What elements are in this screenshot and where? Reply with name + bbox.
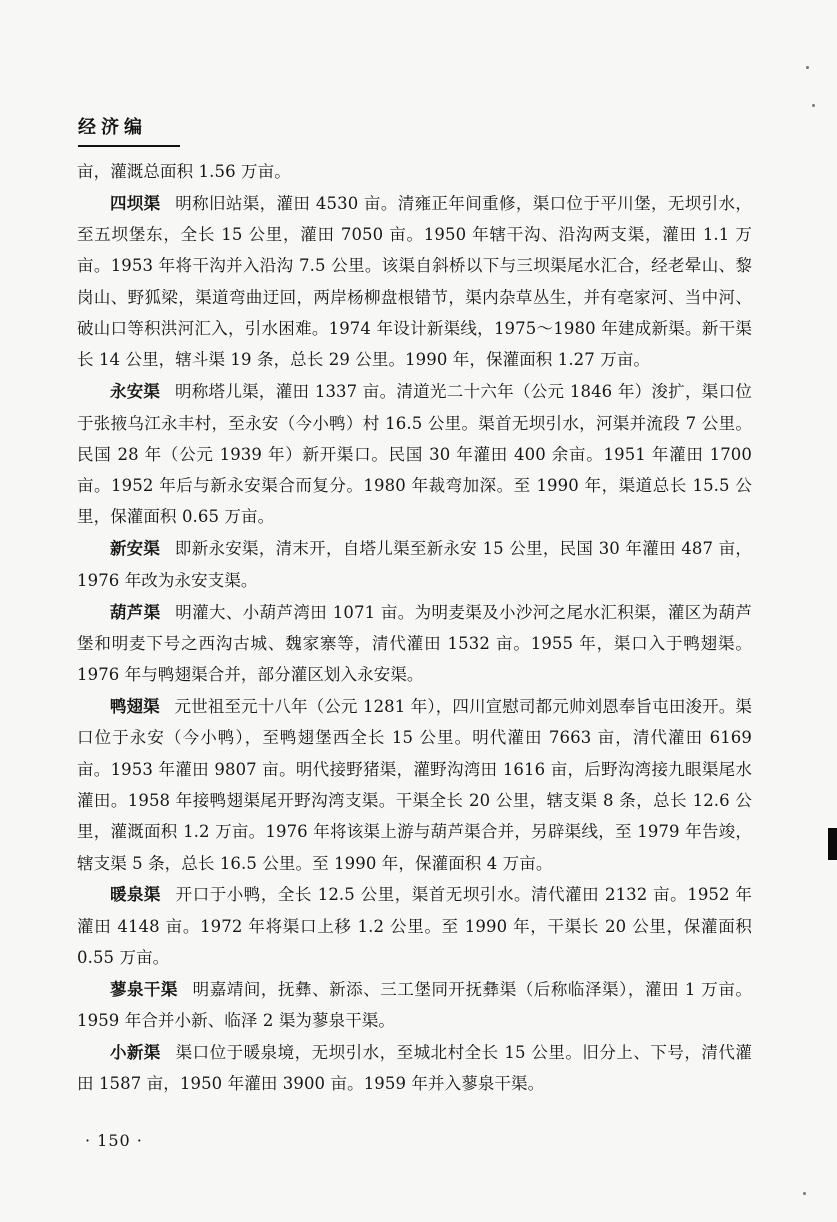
thumb-index-tab — [828, 828, 837, 860]
entry-text: 渠口位于暖泉境，无坝引水，至城北村全长 15 公里。旧分上、下号，清代灌田 1587 亩，1950 年灌田 3900 亩。1959 年并入蓼泉干渠。 — [77, 1043, 752, 1094]
entry-term: 暖泉渠 — [110, 885, 161, 905]
entry-text: 元世祖至元十八年（公元 1281 年），四川宣慰司都元帅刘恩奉旨屯田浚开。渠口位于永安（今小鸭），至鸭翅堡西全长 15 公里。明代灌田 7663 亩，清代灌田 6169 亩。1953 年灌田 9807 亩。明代接野猪渠，灌野沟湾田 1616 亩，后野沟湾接九眼渠尾水灌田。1958 年接鸭翅渠尾开野沟湾支渠。干渠全长 20 公里，辖支渠 8 条，总长 12.6 公里，灌溉面积 1.2 万亩。1976 年将该渠上游与葫芦渠合并，另辟渠线，至 1979 年告竣，辖支渠 5 条，总长 16.5 公里。至 1990 年，保灌面积 4 万亩。 — [77, 697, 753, 873]
entry-term: 永安渠 — [110, 382, 161, 402]
entry-xinanqu — [77, 533, 752, 596]
page-body — [77, 156, 752, 1100]
entry-term: 新安渠 — [110, 539, 161, 559]
entry-sibachu — [77, 188, 752, 376]
entry-text: 开口于小鸭，全长 12.5 公里，渠首无坝引水。清代灌田 2132 亩。1952 年灌田 4148 亩。1972 年将渠口上移 1.2 公里。至 1990 年，干渠长 20 公里，保灌面积 0.55 万亩。 — [77, 885, 752, 967]
scan-speck — [812, 104, 815, 107]
entry-text: 明嘉靖间，抚彝、新添、三工堡同开抚彝渠（后称临泽渠），灌田 1 万亩。1959 年合并小新、临泽 2 渠为蓼泉干渠。 — [77, 979, 752, 1031]
entry-huluqu — [77, 597, 752, 691]
entry-yonganqu — [77, 376, 752, 532]
paragraph-continuation — [77, 156, 752, 187]
section-header: 经济编 — [78, 113, 180, 147]
entry-term: 蓼泉干渠 — [110, 979, 178, 999]
entry-nuanquanqu — [77, 879, 752, 973]
paragraph-text: 亩，灌溉总面积 1.56 万亩。 — [77, 162, 291, 181]
entry-text: 即新永安渠，清末开，自塔儿渠至新永安 15 公里，民国 30 年灌田 487 亩，1976 年改为永安支渠。 — [77, 539, 753, 590]
entry-term: 四坝渠 — [110, 193, 161, 213]
scan-speck — [806, 66, 809, 69]
scan-speck — [803, 1192, 806, 1195]
entry-term: 鸭翅渠 — [110, 697, 160, 717]
page-number: · 150 · — [85, 1131, 143, 1150]
entry-liaoquanganqu — [77, 974, 752, 1037]
entry-text: 明灌大、小葫芦湾田 1071 亩。为明麦渠及小沙河之尾水汇积渠，灌区为葫芦堡和明麦下号之西沟古城、魏家寨等，清代灌田 1532 亩。1955 年，渠口入于鸭翅渠。1976 年与鸭翅渠合并，部分灌区划入永安渠。 — [77, 602, 752, 685]
entry-term: 小新渠 — [110, 1043, 161, 1063]
entry-text: 明称旧站渠，灌田 4530 亩。清雍正年间重修，渠口位于平川堡，无坝引水，至五坝堡东，全长 15 公里，灌田 7050 亩。1950 年辖干沟、沿沟两支渠，灌田 1.1 万亩。1953 年将干沟并入沿沟 7.5 公里。该渠自斜桥以下与三坝渠尾水汇合，经老晕山、黎岗山、野狐梁，渠道弯曲迂回，两岸杨柳盘根错节，渠内杂草丛生，并有亳家河、当中河、破山口等积洪河汇入，引水困难。1974 年设计新渠线，1975～1980 年建成新渠。新干渠长 14 公里，辖斗渠 19 条，总长 29 公里。1990 年，保灌面积 1.27 万亩。 — [77, 193, 752, 370]
entry-term: 葫芦渠 — [110, 602, 161, 622]
entry-text: 明称塔儿渠，灌田 1337 亩。清道光二十六年（公元 1846 年）浚扩，渠口位于张掖乌江永丰村，至永安（今小鸭）村 16.5 公里。渠首无坝引水，河渠并流段 7 公里。民国 28 年（公元 1939 年）新开渠口。民国 30 年灌田 400 余亩。1951 年灌田 1700 亩。1952 年后与新永安渠合而复分。1980 年裁弯加深。至 1990 年，渠道总长 15.5 公里，保灌面积 0.65 万亩。 — [77, 382, 752, 527]
entry-xiaoxinqu — [77, 1037, 752, 1100]
entry-yachiqu — [77, 691, 752, 879]
